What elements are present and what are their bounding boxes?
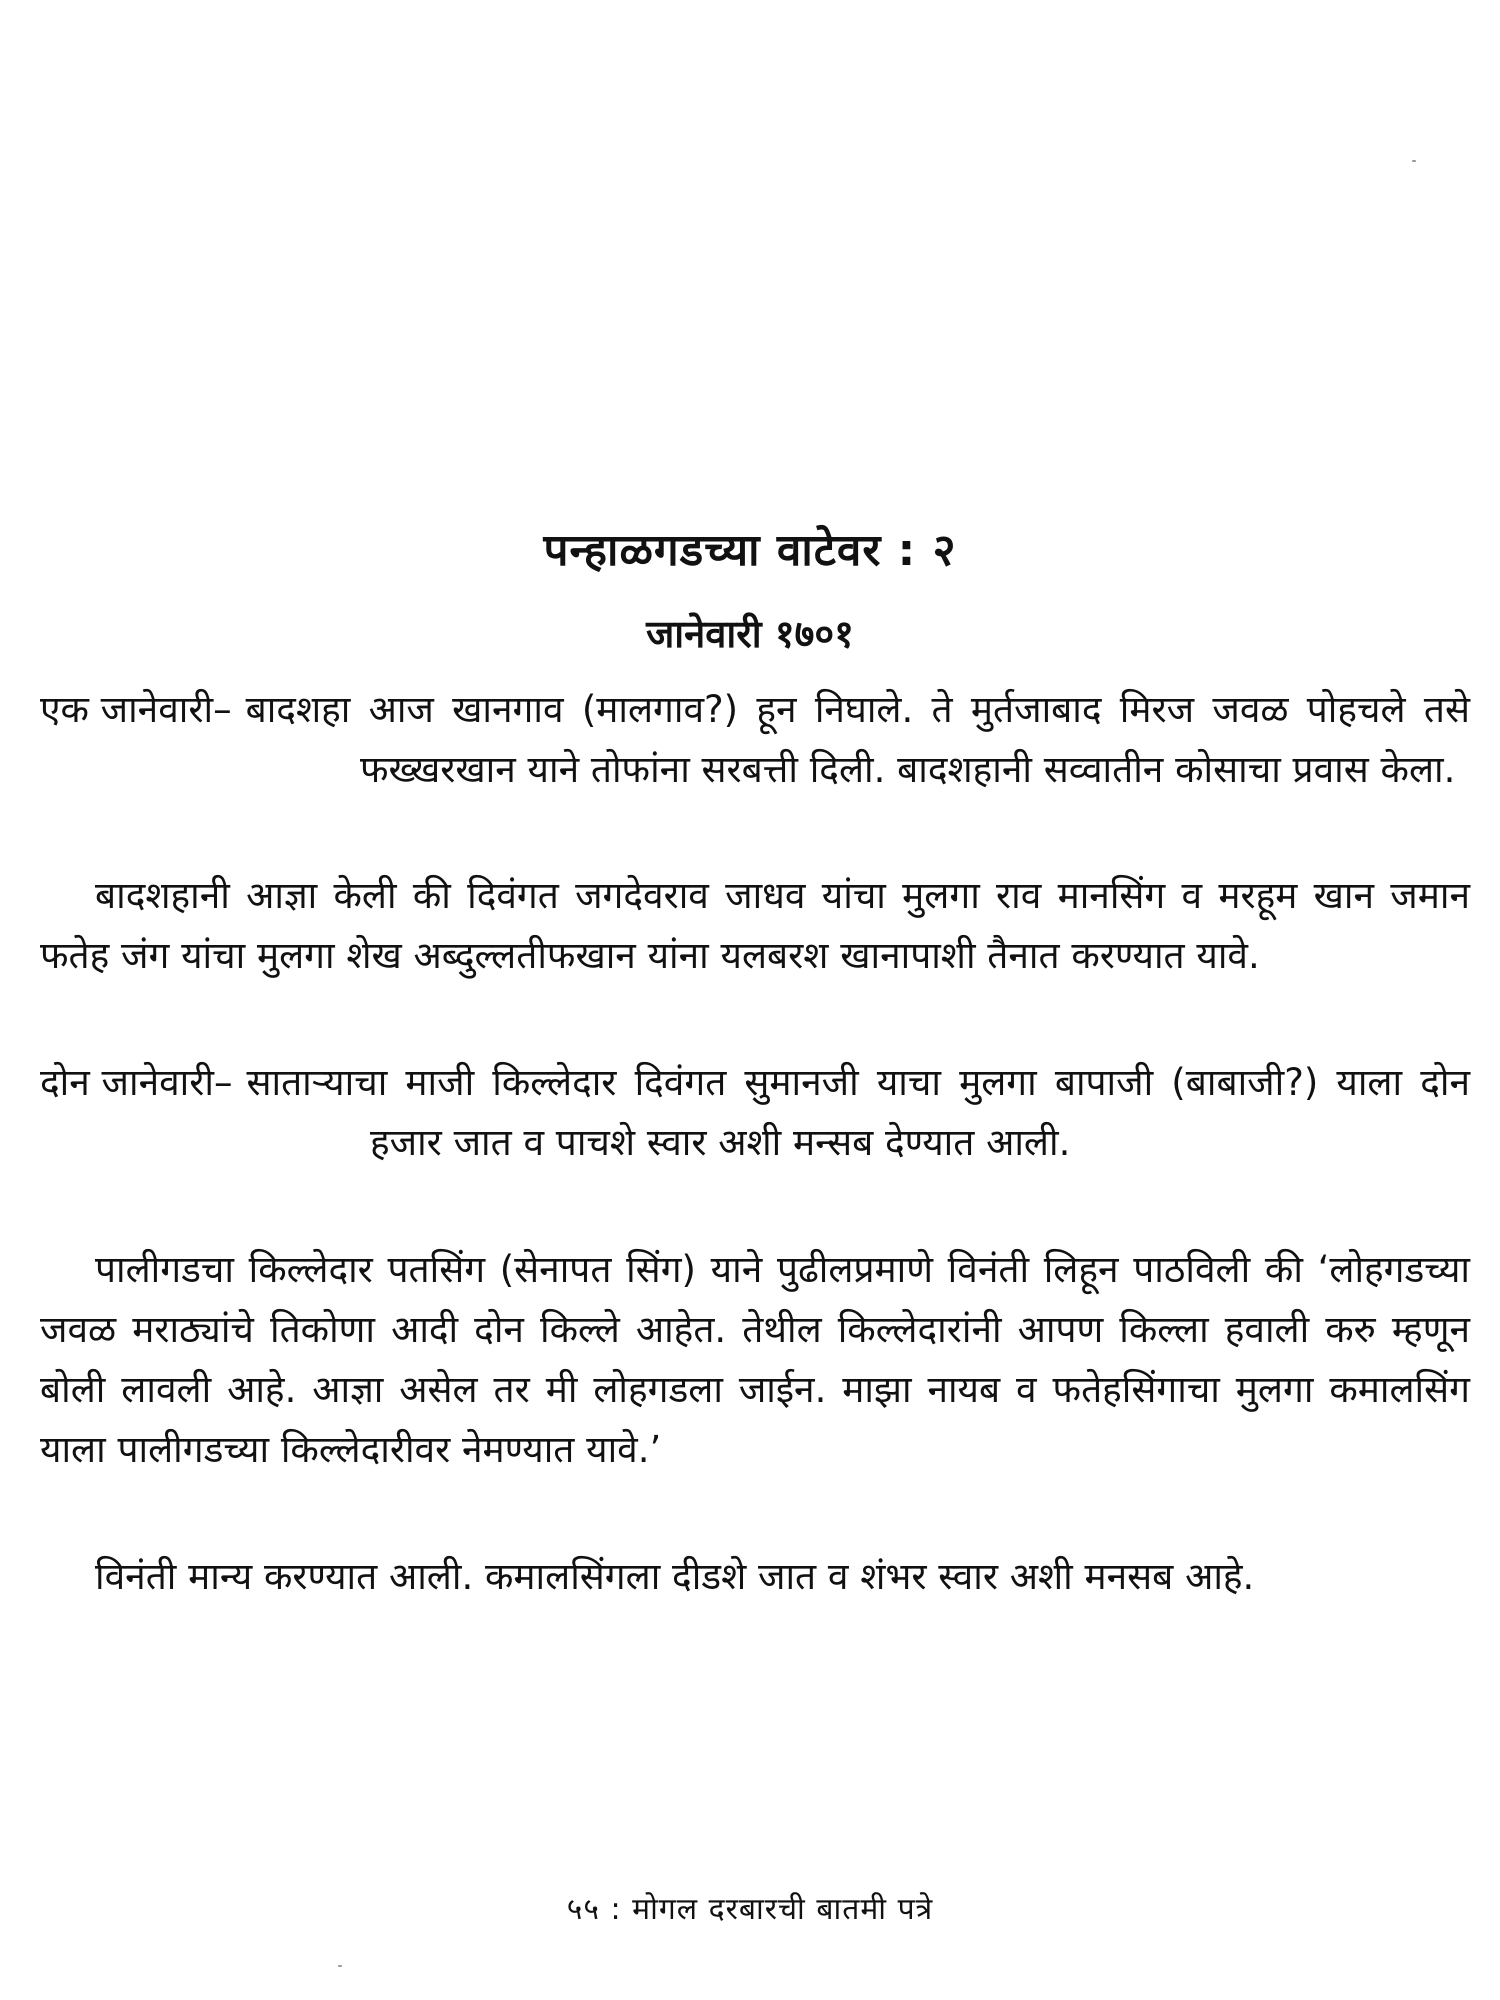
- page-footer: ५५ : मोगल दरबारची बातमी पत्रे: [566, 1892, 934, 1927]
- entry-one-january: [40, 680, 1470, 800]
- entry-label: एक जानेवारी–: [40, 688, 232, 731]
- paragraph-2: पालीगडचा किल्लेदार पतसिंग (सेनापत सिंग) याने पुढीलप्रमाणे विनंती लिहून पाठविली की ‘लोहगडच्या जवळ मराठ्यांचे तिकोणा आदी दोन किल्ले आहेत. तेथील किल्लेदारांनी आपण किल्ला हवाली करु म्हणून बोली लावली आहे. आज्ञा असेल तर मी लोहगडला जाईन. माझा नायब व फतेहसिंगाचा मुलगा कमालसिंग याला पालीगडच्या किल्लेदारीवर नेमण्यात यावे.’: [40, 1248, 1470, 1471]
- scan-speck: [1412, 160, 1416, 162]
- page-subtitle: जानेवारी १७०१: [646, 612, 854, 656]
- entry-body: [246, 1053, 1470, 1173]
- page-title: पन्हाळगडच्या वाटेवर : २: [543, 525, 957, 576]
- entry-label: दोन जानेवारी–: [40, 1061, 233, 1104]
- entry-body: [245, 680, 1470, 800]
- entry-body-text: बादशहा आज खानगाव (मालगाव?) हून निघाले. ते मुर्तजाबाद मिरज जवळ पोहचले तसे फख्खरखान याने तोफांना सरबत्ती दिली. बादशहानी सव्वातीन कोसाचा प्रवास केला.: [245, 688, 1470, 791]
- entry-two-january: [40, 1053, 1470, 1173]
- entry-body-text: सातार्‍याचा माजी किल्लेदार दिवंगत सुमानजी याचा मुलगा बापाजी (बाबाजी?) याला दोन हजार जात व पाचशे स्वार अशी मन्सब देण्यात आली.: [246, 1061, 1470, 1164]
- paragraph-3: विनंती मान्य करण्यात आली. कमालसिंगला दीडशे जात व शंभर स्वार अशी मनसब आहे.: [95, 1555, 1255, 1598]
- scan-speck: [338, 1965, 342, 1967]
- paragraph-1: बादशहानी आज्ञा केली की दिवंगत जगदेवराव जाधव यांचा मुलगा राव मानसिंग व मरहूम खान जमान फतेह जंग यांचा मुलगा शेख अब्दुल्लतीफखान यांना यलबरश खानापाशी तैनात करण्यात यावे.: [40, 874, 1470, 977]
